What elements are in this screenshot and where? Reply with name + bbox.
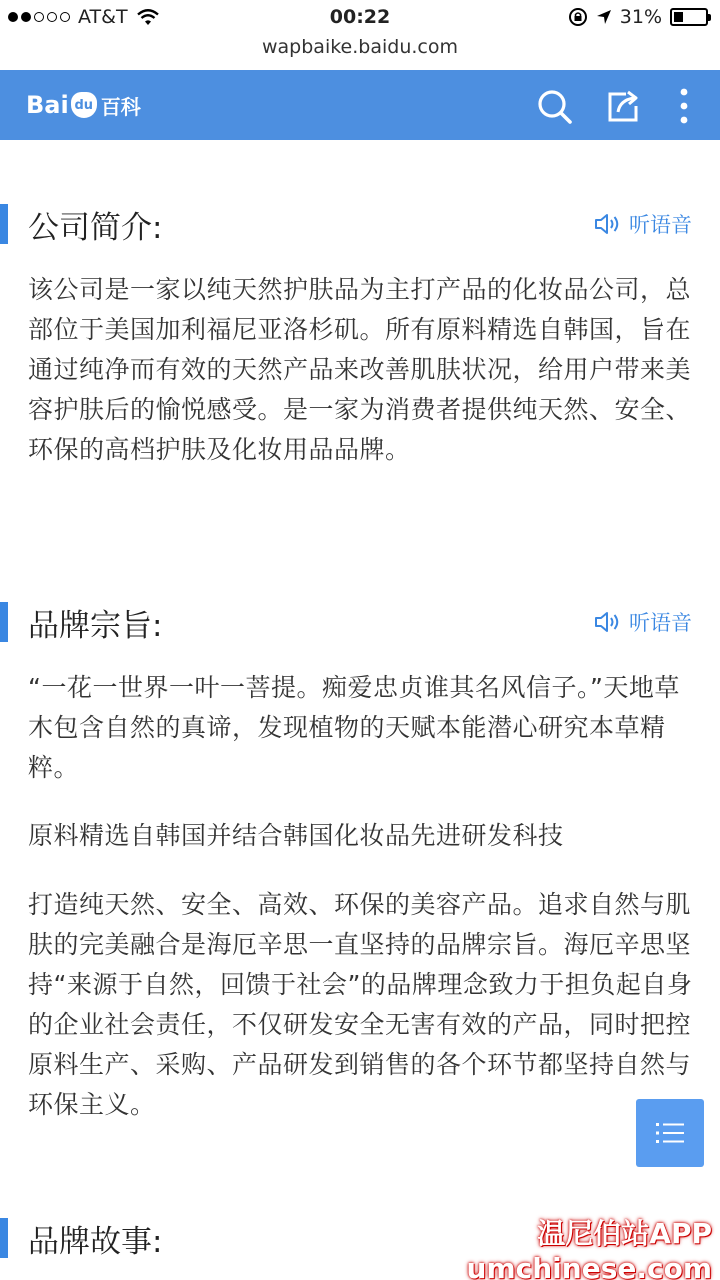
watermark bbox=[467, 1212, 712, 1280]
battery-icon bbox=[670, 8, 708, 26]
status-bar bbox=[0, 0, 720, 36]
speaker-icon bbox=[593, 212, 623, 236]
section-accent-bar bbox=[0, 602, 8, 642]
speaker-icon bbox=[593, 610, 623, 634]
battery-fill bbox=[674, 12, 683, 22]
baidu-baike-logo[interactable] bbox=[26, 90, 141, 120]
section-accent-bar bbox=[0, 204, 8, 244]
list-icon bbox=[654, 1119, 686, 1147]
logo-bai: Bai bbox=[26, 91, 69, 119]
logo-du-paw: du bbox=[71, 92, 97, 118]
table-of-contents-button[interactable] bbox=[636, 1099, 704, 1167]
paragraph: “一花一世界一叶一菩提。痴爱忠贞谁其名风信子。”天地草木包含自然的真谛，发现植物的天赋本能潜心研究本草精粹。 bbox=[28, 673, 680, 782]
logo-baike: 百科 bbox=[100, 94, 141, 119]
status-right bbox=[568, 6, 708, 28]
carrier-label: AT&T bbox=[78, 6, 128, 28]
url-bar[interactable]: wapbaike.baidu.com bbox=[0, 36, 720, 70]
status-time: 00:22 bbox=[329, 6, 391, 28]
listen-label: 听语音 bbox=[629, 213, 692, 237]
section-heading-company-intro bbox=[0, 202, 720, 246]
section-title: 品牌宗旨: bbox=[28, 607, 163, 644]
search-icon[interactable] bbox=[534, 86, 574, 126]
more-vertical-icon[interactable] bbox=[664, 86, 704, 126]
watermark-line2: umchinese.com bbox=[466, 1252, 712, 1280]
paragraph: 原料精选自韩国并结合韩国化妆品先进研发科技 bbox=[28, 821, 564, 850]
listen-button[interactable] bbox=[593, 607, 692, 637]
battery-percent: 31% bbox=[619, 6, 662, 28]
paragraph: 打造纯天然、安全、高效、环保的美容产品。追求自然与肌肤的完美融合是海厄辛思一直坚持的品牌宗旨。海厄辛思坚持“来源于自然，回馈于社会”的品牌理念致力于担负起自身的企业社会责任，不仅研发安全无害有效的产品，同时把控原料生产、采购、产品研发到销售的各个环节都坚持自然与环保主义。 bbox=[28, 890, 693, 1119]
listen-button[interactable] bbox=[593, 209, 692, 239]
paragraph: 该公司是一家以纯天然护肤品为主打产品的化妆品公司，总部位于美国加利福尼亚洛杉矶。所有原料精选自韩国，旨在通过纯净而有效的天然产品来改善肌肤状况，给用户带来美容护肤后的愉悦感受。是一家为消费者提供纯天然、安全、环保的高档护肤及化妆用品品牌。 bbox=[28, 275, 692, 464]
location-arrow-icon bbox=[596, 9, 612, 25]
section-title: 公司简介: bbox=[28, 209, 163, 246]
section-title: 品牌故事: bbox=[28, 1223, 163, 1260]
section-accent-bar bbox=[0, 1218, 8, 1258]
share-icon[interactable] bbox=[604, 86, 644, 126]
listen-label: 听语音 bbox=[629, 611, 692, 635]
section-heading-brand-mission bbox=[0, 600, 720, 644]
watermark-line1: 温尼伯站APP bbox=[537, 1217, 712, 1250]
rotation-lock-icon bbox=[568, 7, 588, 27]
app-header bbox=[0, 70, 720, 140]
